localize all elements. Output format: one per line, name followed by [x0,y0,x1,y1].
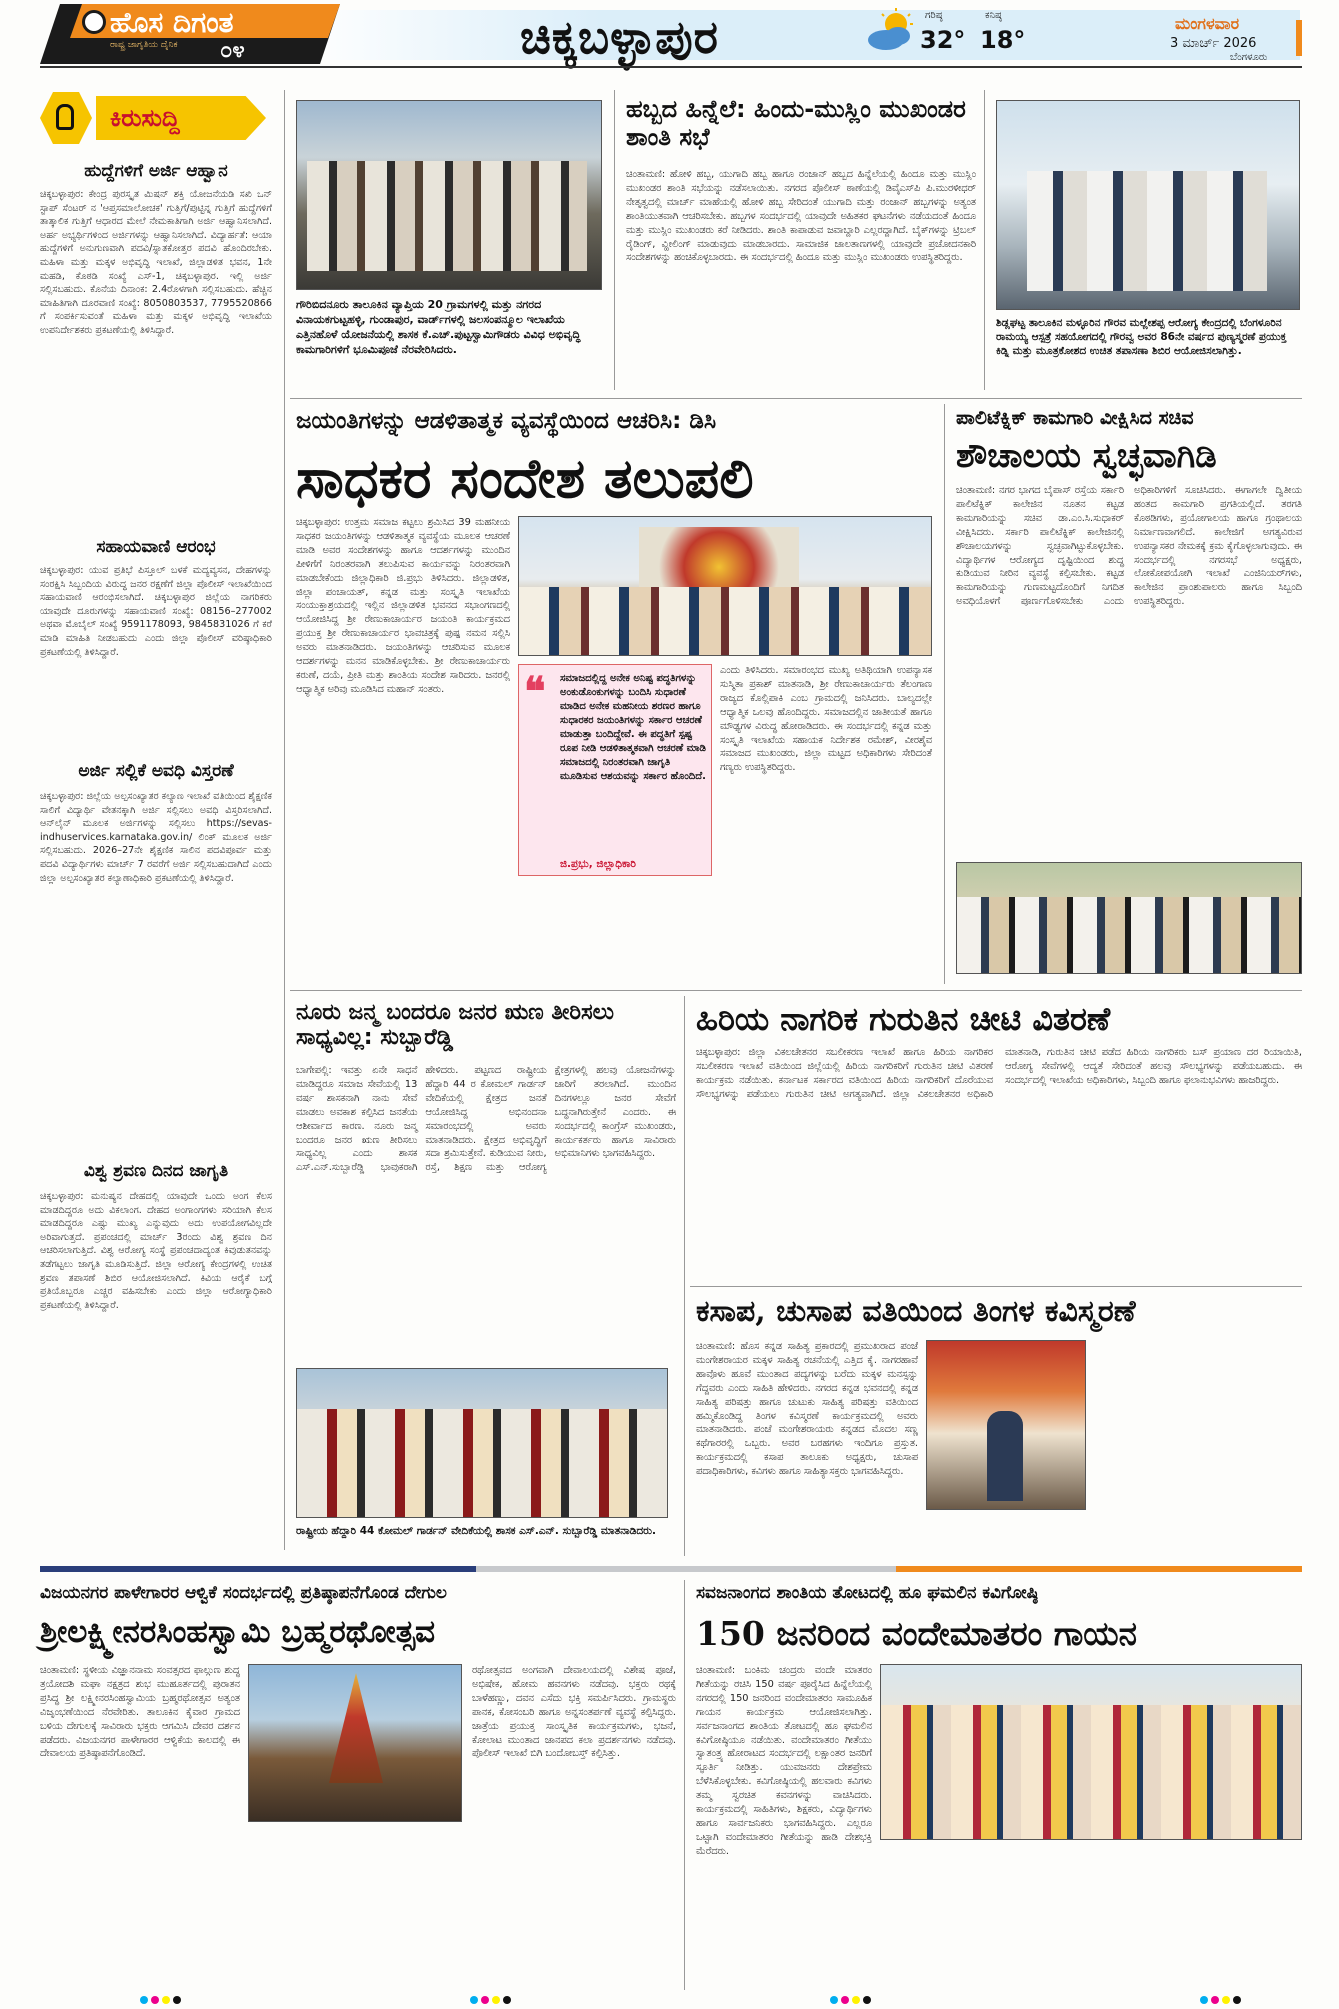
subbareddy-body: ಬಾಗೇಪಲ್ಲಿ: ಇವತ್ತು ಏನೇ ಸಾಧನೆ ಮಾಡಿದ್ದರೂ ಸಮಾಜ ಸೇವೆಯಲ್ಲಿ 13 ವರ್ಷ ಶಾಸಕನಾಗಿ ನಾನು ಸೇವೆ ಮಾಡಲು ಅವಕಾಶ ಕಲ್ಪಿಸಿದ ಜನತೆಯ ಆಶೀರ್ವಾದ ಕಾರಣ. ನೂರು ಜನ್ಮ ಬಂದರೂ ಜನರ ಋಣ ತೀರಿಸಲು ಸಾಧ್ಯವಿಲ್ಲ ಎಂದು ಶಾಸಕ ಎಸ್.ಎನ್.ಸುಬ್ಬಾರೆಡ್ಡಿ ಭಾವುಕರಾಗಿ ಹೇಳಿದರು. ಪಟ್ಟಣದ ರಾಷ್ಟ್ರೀಯ ಹೆದ್ದಾರಿ 44 ರ ಕೋಮಲ್ ಗಾರ್ಡನ್ ವೇದಿಕೆಯಲ್ಲಿ ಕ್ಷೇತ್ರದ ಜನತೆ ಆಯೋಜಿಸಿದ್ದ ಅಭಿನಂದನಾ ಸಮಾರಂಭದಲ್ಲಿ ಅವರು ಮಾತನಾಡಿದರು. ಕ್ಷೇತ್ರದ ಅಭಿವೃದ್ಧಿಗೆ ಸದಾ ಶ್ರಮಿಸುತ್ತೇನೆ. ಕುಡಿಯುವ ನೀರು, ರಸ್ತೆ, ಶಿಕ್ಷಣ ಮತ್ತು ಆರೋಗ್ಯ ಕ್ಷೇತ್ರಗಳಲ್ಲಿ ಹಲವು ಯೋಜನೆಗಳನ್ನು ಜಾರಿಗೆ ತರಲಾಗಿದೆ. ಮುಂದಿನ ದಿನಗಳಲ್ಲೂ ಜನರ ಸೇವೆಗೆ ಬದ್ಧನಾಗಿರುತ್ತೇನೆ ಎಂದರು. ಈ ಸಂದರ್ಭದಲ್ಲಿ ಕಾಂಗ್ರೆಸ್ ಮುಖಂಡರು, ಕಾರ್ಯಕರ್ತರು ಹಾಗೂ ಸಾವಿರಾರು ಅಭಿಮಾನಿಗಳು ಭಾಗವಹಿಸಿದ್ದರು. [296,1065,676,1174]
photo-bhoomipuja [296,100,602,290]
polytechnic-title: ಶೌಚಾಲಯ ಸ್ವಚ್ಛವಾಗಿಡಿ [956,436,1217,476]
vande-kicker: ಸವಜನಾಂಗದ ಶಾಂತಿಯ ತೋಟದಲ್ಲಿ ಹೂ ಘಮಲಿನ ಕವಿಗೋಷ್ಠಿ [696,1583,1039,1603]
polytechnic-kicker: ಪಾಲಿಟೆಕ್ನಿಕ್ ಕಾಮಗಾರಿ ವೀಕ್ಷಿಸಿದ ಸಚಿವ [956,407,1194,429]
min-temp-label: ಕನಿಷ್ಠ [985,10,1002,21]
section-rule [290,398,1302,399]
column-rule [614,90,615,390]
registration-dots [140,1996,181,2004]
photo-health-camp-caption: ಶಿಡ್ಲಘಟ್ಟ ತಾಲೂಕಿನ ಮಳ್ಳೂರಿನ ಗೌರವ ಮಲ್ಲೇಶಪ್ಪ ಆರೋಗ್ಯ ಕೇಂದ್ರದಲ್ಲಿ ಬೆಂಗಳೂರಿನ ರಾಮಯ್ಯ ಆಸ್ಪತ್ರೆ ಸಹಯೋಗದಲ್ಲಿ ಗೌರವ್ವ ಅವರ 86ನೇ ವರ್ಷದ ಪುಣ್ಯಸ್ಮರಣೆ ಪ್ರಯುಕ್ತ ಕಿಡ್ನಿ ಮತ್ತು ಮೂತ್ರಕೋಶದ ಉಚಿತ ತಪಾಸಣಾ ಶಿಬಿರ ಆಯೋಜಿಸಲಾಗಿತ್ತು. [996,317,1287,358]
photo-jayanti [518,516,932,656]
section-rule [690,1286,1302,1287]
paper-name: ಹೊಸ ದಿಗಂತ [110,6,234,39]
column-rule [684,1580,685,1990]
temple-body-2: ರಥೋತ್ಸವದ ಅಂಗವಾಗಿ ದೇವಾಲಯದಲ್ಲಿ ವಿಶೇಷ ಪೂಜೆ, ಅಭಿಷೇಕ, ಹೋಮ ಹವನಗಳು ನಡೆದವು. ಭಕ್ತರು ರಥಕ್ಕೆ ಬಾಳೆಹಣ್ಣು, ದವನ ಎಸೆದು ಭಕ್ತಿ ಸಮರ್ಪಿಸಿದರು. ಗ್ರಾಮಸ್ಥರು ಪಾನಕ, ಕೋಸಂಬರಿ ಹಾಗೂ ಅನ್ನಸಂತರ್ಪಣೆ ವ್ಯವಸ್ಥೆ ಕಲ್ಪಿಸಿದ್ದರು. ಜಾತ್ರೆಯ ಪ್ರಯುಕ್ತ ಸಾಂಸ್ಕೃತಿಕ ಕಾರ್ಯಕ್ರಮಗಳು, ಭಜನೆ, ಕೋಲಾಟ ಮುಂತಾದ ಜಾನಪದ ಕಲಾ ಪ್ರದರ್ಶನಗಳು ನಡೆದವು. ಪೊಲೀಸ್ ಇಲಾಖೆ ಬಿಗಿ ಬಂದೋಬಸ್ತ್ ಕಲ್ಪಿಸಿತ್ತು. [472,1665,676,1760]
brief-4-body: ಚಿಕ್ಕಬಳ್ಳಾಪುರ: ಮನುಷ್ಯನ ದೇಹದಲ್ಲಿ ಯಾವುದೇ ಒಂದು ಅಂಗ ಕೆಲಸ ಮಾಡದಿದ್ದರೂ ಅದು ವಿಕಲಾಂಗ. ದೇಹದ ಅಂಗಾಂಗಗಳು ಸರಿಯಾಗಿ ಕೆಲಸ ಮಾಡದಿದ್ದರೂ ಎಷ್ಟು ಮುಖ್ಯ ಎನ್ನುವುದು ಅದು ಉಪಯೋಗವಿಲ್ಲದೇ ಅರಿವಾಗುತ್ತದೆ. ಪ್ರಪಂಚದಲ್ಲಿ ಮಾರ್ಚ್ 3ರಂದು ವಿಶ್ವ ಶ್ರವಣ ದಿನ ಆಚರಿಸಲಾಗುತ್ತಿದೆ. ವಿಶ್ವ ಆರೋಗ್ಯ ಸಂಸ್ಥೆ ಪ್ರಪಂಚದಾದ್ಯಂತ ಕಿವುಡುತನವನ್ನು ತಡೆಗಟ್ಟಲು ಜಾಗೃತಿ ಮೂಡಿಸುತ್ತಿದೆ. ಜಿಲ್ಲಾ ಆರೋಗ್ಯ ಕೇಂದ್ರಗಳಲ್ಲಿ ಉಚಿತ ಶ್ರವಣ ತಪಾಸಣೆ ಶಿಬಿರ ಆಯೋಜಿಸಲಾಗಿದೆ. ಕಿವಿಯ ಆರೈಕೆ ಬಗ್ಗೆ ಪ್ರತಿಯೊಬ್ಬರೂ ಎಚ್ಚರ ವಹಿಸಬೇಕು ಎಂದು ಜಿಲ್ಲಾ ಆರೋಗ್ಯಾಧಿಕಾರಿ ಪ್ರಕಟಣೆಯಲ್ಲಿ ತಿಳಿಸಿದ್ದಾರೆ. [40,1191,272,1311]
edition-city: ಚಿಕ್ಕಬಳ್ಳಾಪುರ [520,10,720,64]
issue-place: ಬೆಂಗಳೂರು [1230,52,1268,63]
column-rule [684,996,685,1556]
vande-body-cont [880,1850,1302,1980]
masthead-rule [40,66,1302,68]
photo-polytechnic [956,862,1302,974]
photo-bhoomipuja-caption: ಗೌರಿಬಿದನೂರು ತಾಲೂಕಿನ ವ್ಯಾಪ್ತಿಯ 20 ಗ್ರಾಮಗಳಲ್ಲಿ ಮತ್ತು ನಗರದ ವಿನಾಯಕಗುಟ್ಟಹಳ್ಳಿ, ಗುಂಡಾಪುರ, ವಾರ್ಡ್‌ಗಳಲ್ಲಿ ಜಲಸಂಪನ್ಮೂಲ ಇಲಾಖೆಯ ಎತ್ತಿನಹೊಳೆ ಯೋಜನೆಯಲ್ಲಿ ಶಾಸಕ ಕೆ.ಎಚ್.ಪುಟ್ಟಸ್ವಾಮಿಗೌಡರು ವಿವಿಧ ಅಭಿವೃದ್ಧಿ ಕಾಮಗಾರಿಗಳಿಗೆ ಭೂಮಿಪೂಜೆ ನೆರವೇರಿಸಿದರು. [296,298,581,356]
kavismarane-body: ಚಿಂತಾಮಣಿ: ಹೊಸ ಕನ್ನಡ ಸಾಹಿತ್ಯ ಪ್ರಕಾರದಲ್ಲಿ ಪ್ರಮುಖರಾದ ಪಂಜೆ ಮಂಗೇಶರಾಯರ ಮಕ್ಕಳ ಸಾಹಿತ್ಯ ರಚನೆಯಲ್ಲಿ ಎತ್ತಿದ ಕೈ. ನಾಗರಹಾವೆ ಹಾವೊಳು ಹೂವೆ ಮುಂತಾದ ಪದ್ಯಗಳನ್ನು ಬರೆದು ಮಕ್ಕಳ ಮನಸ್ಸನ್ನು ಗೆದ್ದವರು ಎಂದು ಸಾಹಿತಿ ಹೇಳಿದರು. ನಗರದ ಕನ್ನಡ ಭವನದಲ್ಲಿ ಕನ್ನಡ ಸಾಹಿತ್ಯ ಪರಿಷತ್ತು ಹಾಗೂ ಚುಟುಕು ಸಾಹಿತ್ಯ ಪರಿಷತ್ತು ವತಿಯಿಂದ ಹಮ್ಮಿಕೊಂಡಿದ್ದ ತಿಂಗಳ ಕವಿಸ್ಮರಣೆ ಕಾರ್ಯಕ್ರಮದಲ್ಲಿ ಅವರು ಮಾತನಾಡಿದರು. ಪಂಜೆ ಮಂಗೇಶರಾಯರು ಕನ್ನಡದ ಮೊದಲ ಸಣ್ಣ ಕಥೆಗಾರರಲ್ಲಿ ಒಬ್ಬರು. ಅವರ ಬರಹಗಳು ಇಂದಿಗೂ ಪ್ರಸ್ತುತ. ಕಾರ್ಯಕ್ರಮದಲ್ಲಿ ಕಸಾಪ ತಾಲೂಕು ಅಧ್ಯಕ್ಷರು, ಚುಸಾಪ ಪದಾಧಿಕಾರಿಗಳು, ಕವಿಗಳು ಹಾಗೂ ಸಾಹಿತ್ಯಾಸಕ್ತರು ಭಾಗವಹಿಸಿದ್ದರು. [696,1341,918,1478]
lead-body-2: ಎಂದು ತಿಳಿಸಿದರು. ಸಮಾರಂಭದ ಮುಖ್ಯ ಅತಿಥಿಯಾಗಿ ಉಪನ್ಯಾಸಕ ಸುಸ್ಮಿತಾ ಪ್ರಕಾಶ್ ಮಾತನಾಡಿ, ಶ್ರೀ ರೇಣುಕಾಚಾರ್ಯರು ತೆಲಂಗಾಣ ರಾಜ್ಯದ ಕೊಲ್ಲಿಪಾಕಿ ಎಂಬ ಗ್ರಾಮದಲ್ಲಿ ಜನಿಸಿದರು. ಬಾಲ್ಯದಲ್ಲೇ ಆಧ್ಯಾತ್ಮಿಕ ಒಲವು ಹೊಂದಿದ್ದರು. ಸಮಾಜದಲ್ಲಿನ ಜಾತೀಯತೆ ಹಾಗೂ ಮೌಢ್ಯಗಳ ವಿರುದ್ಧ ಹೋರಾಡಿದರು. ಈ ಸಂದರ್ಭದಲ್ಲಿ ಕನ್ನಡ ಮತ್ತು ಸಂಸ್ಕೃತಿ ಇಲಾಖೆಯ ಸಹಾಯಕ ನಿರ್ದೇಶಕ ರಮೇಶ್, ವೀರಶೈವ ಸಮಾಜದ ಮುಖಂಡರು, ಜಿಲ್ಲಾ ಮಟ್ಟದ ಅಧಿಕಾರಿಗಳು ಸೇರಿದಂತೆ ಗಣ್ಯರು ಉಪಸ್ಥಿತರಿದ್ದರು. [720,665,932,774]
photo-health-camp [996,100,1300,310]
temple-kicker: ವಿಜಯನಗರ ಪಾಳೇಗಾರರ ಆಳ್ವಿಕೆ ಸಂದರ್ಭದಲ್ಲಿ ಪ್ರತಿಷ್ಠಾಪನೆಗೊಂಡ ದೇಗುಲ [40,1583,447,1603]
brief-2-title: ಸಹಾಯವಾಣಿ ಆರಂಭ [96,537,216,557]
polytechnic-body: ಚಿಂತಾಮಣಿ: ನಗರ ಭಾಗದ ಬೈಪಾಸ್ ರಸ್ತೆಯ ಸರ್ಕಾರಿ ಪಾಲಿಟೆಕ್ನಿಕ್ ಕಾಲೇಜಿನ ನೂತನ ಕಟ್ಟಡ ಕಾಮಗಾರಿಯನ್ನು ಸಚಿವ ಡಾ.ಎಂ.ಸಿ.ಸುಧಾಕರ್ ವೀಕ್ಷಿಸಿದರು. ಸರ್ಕಾರಿ ಪಾಲಿಟೆಕ್ನಿಕ್ ಕಾಲೇಜಿನಲ್ಲಿ ಶೌಚಾಲಯಗಳನ್ನು ಸ್ವಚ್ಛವಾಗಿಟ್ಟುಕೊಳ್ಳಬೇಕು. ವಿದ್ಯಾರ್ಥಿಗಳ ಆರೋಗ್ಯದ ದೃಷ್ಟಿಯಿಂದ ಶುದ್ಧ ಕುಡಿಯುವ ನೀರಿನ ವ್ಯವಸ್ಥೆ ಕಲ್ಪಿಸಬೇಕು. ಕಟ್ಟಡ ಕಾಮಗಾರಿಯನ್ನು ಗುಣಮಟ್ಟದೊಂದಿಗೆ ನಿಗದಿತ ಅವಧಿಯೊಳಗೆ ಪೂರ್ಣಗೊಳಿಸಬೇಕು ಎಂದು ಅಧಿಕಾರಿಗಳಿಗೆ ಸೂಚಿಸಿದರು. ಈಗಾಗಲೇ ದ್ವಿತೀಯ ಹಂತದ ಕಾಮಗಾರಿ ಪ್ರಗತಿಯಲ್ಲಿದೆ. ತರಗತಿ ಕೊಠಡಿಗಳು, ಪ್ರಯೋಗಾಲಯ ಹಾಗೂ ಗ್ರಂಥಾಲಯ ನಿರ್ಮಾಣವಾಗಲಿದೆ. ಕಾಲೇಜಿಗೆ ಅಗತ್ಯವಿರುವ ಉಪನ್ಯಾಸಕರ ನೇಮಕಕ್ಕೆ ಕ್ರಮ ಕೈಗೊಳ್ಳಲಾಗುವುದು. ಈ ಸಂದರ್ಭದಲ್ಲಿ ನಗರಸಭೆ ಅಧ್ಯಕ್ಷರು, ಲೋಕೋಪಯೋಗಿ ಇಲಾಖೆ ಎಂಜಿನಿಯರ್‌ಗಳು, ಕಾಲೇಜಿನ ಪ್ರಾಂಶುಪಾಲರು ಹಾಗೂ ಸಿಬ್ಬಂದಿ ಉಪಸ್ಥಿತರಿದ್ದರು. [956,485,1302,608]
divider-bar-blue [40,1566,476,1572]
subbareddy-title: ನೂರು ಜನ್ಮ ಬಂದರೂ ಜನರ ಋಣ ತೀರಿಸಲು ಸಾಧ್ಯವಿಲ್ಲ: ಸುಬ್ಬಾರೆಡ್ಡಿ [296,1000,614,1051]
pull-quote-attribution: ಜಿ.ಪ್ರಭು, ಜಿಲ್ಲಾಧಿಕಾರಿ [560,858,636,870]
max-temp-label: ಗರಿಷ್ಠ [925,10,943,21]
photo-subbareddy-caption: ರಾಷ್ಟ್ರೀಯ ಹೆದ್ದಾರಿ 44 ಕೋಮಲ್ ಗಾರ್ಡನ್ ವೇದಿಕೆಯಲ್ಲಿ ಶಾಸಕ ಎಸ್.ಎನ್. ಸುಬ್ಬಾರೆಡ್ಡಿ ಮಾತನಾಡಿದರು. [296,1525,656,1537]
column-rule [944,404,945,984]
pull-quote-text: ಸಮಾಜದಲ್ಲಿದ್ದ ಅನೇಕ ಅನಿಷ್ಟ ಪದ್ಧತಿಗಳನ್ನು ಅಂಕುಡೊಂಕುಗಳನ್ನು ಬಂದಿಸಿ ಸುಧಾರಣೆ ಮಾಡಿದ ಅನೇಕ ಮಹನೀಯ ಶರಣರ ಹಾಗೂ ಸುಧಾರಕರ ಜಯಂತಿಗಳನ್ನು ಸರ್ಕಾರ ಆಚರಣೆ ಮಾಡುತ್ತಾ ಬಂದಿದ್ದೇವೆ. ಈ ಪದ್ಧತಿಗೆ ಸ್ಪಷ್ಟ ರೂಪ ನೀಡಿ ಆಡಳಿತಾತ್ಮಕವಾಗಿ ಆಚರಣೆ ಮಾಡಿ ಸಮಾಜದಲ್ಲಿ ನಿರಂತರವಾಗಿ ಜಾಗೃತಿ ಮೂಡಿಸುವ ಆಶಯವನ್ನು ಸರ್ಕಾರ ಹೊಂದಿದೆ. [560,673,706,782]
quote-mark-icon: ❝ [524,668,546,715]
section-rule [290,990,1302,991]
brief-1-title: ಹುದ್ದೆಗಳಿಗೆ ಅರ್ಜಿ ಆಹ್ವಾನ [84,161,228,181]
edition-number: ೦೪ [220,38,245,63]
issue-date: 3 ಮಾರ್ಚ್ 2026 [1170,36,1257,51]
vande-body: ಚಿಂತಾಮಣಿ: ಬಂಕಿಮ ಚಂದ್ರರು ವಂದೇ ಮಾತರಂ ಗೀತೆಯನ್ನು ರಚಿಸಿ 150 ವರ್ಷ ಪೂರೈಸಿದ ಹಿನ್ನೆಲೆಯಲ್ಲಿ ನಗರದಲ್ಲಿ 150 ಜನರಿಂದ ವಂದೇಮಾತರಂ ಸಾಮೂಹಿಕ ಗಾಯನ ಕಾರ್ಯಕ್ರಮ ಆಯೋಜಿಸಲಾಗಿತ್ತು. ಸರ್ವಜನಾಂಗದ ಶಾಂತಿಯ ತೋಟದಲ್ಲಿ ಹೂ ಘಮಲಿನ ಕವಿಗೋಷ್ಠಿಯೂ ನಡೆಯಿತು. ವಂದೇಮಾತರಂ ಗೀತೆಯು ಸ್ವಾತಂತ್ರ್ಯ ಹೋರಾಟದ ಸಂದರ್ಭದಲ್ಲಿ ಲಕ್ಷಾಂತರ ಜನರಿಗೆ ಸ್ಫೂರ್ತಿ ನೀಡಿತ್ತು. ಯುವಜನರು ದೇಶಪ್ರೇಮ ಬೆಳೆಸಿಕೊಳ್ಳಬೇಕು. ಕವಿಗೋಷ್ಠಿಯಲ್ಲಿ ಹಲವಾರು ಕವಿಗಳು ತಮ್ಮ ಸ್ವರಚಿತ ಕವನಗಳನ್ನು ವಾಚಿಸಿದರು. ಕಾರ್ಯಕ್ರಮದಲ್ಲಿ ಸಾಹಿತಿಗಳು, ಶಿಕ್ಷಕರು, ವಿದ್ಯಾರ್ಥಿಗಳು ಹಾಗೂ ಸಾರ್ವಜನಿಕರು ಭಾಗವಹಿಸಿದ್ದರು. ಎಲ್ಲರೂ ಒಟ್ಟಾಗಿ ವಂದೇಮಾತರಂ ಗೀತೆಯನ್ನು ಹಾಡಿ ದೇಶಭಕ್ತಿ ಮೆರೆದರು. [696,1665,872,1857]
lead-kicker: ಜಯಂತಿಗಳನ್ನು ಆಡಳಿತಾತ್ಮಕ ವ್ಯವಸ್ಥೆಯಿಂದ ಆಚರಿಸಿ: ಡಿಸಿ [296,408,717,434]
lead-title: ಸಾಧಕರ ಸಂದೇಶ ತಲುಪಲಿ [296,446,754,510]
peace-meet-body: ಚಿಂತಾಮಣಿ: ಹೋಳಿ ಹಬ್ಬ, ಯುಗಾದಿ ಹಬ್ಬ ಹಾಗೂ ರಂಜಾನ್ ಹಬ್ಬದ ಹಿನ್ನೆಲೆಯಲ್ಲಿ ಹಿಂದೂ ಮತ್ತು ಮುಸ್ಲಿಂ ಮುಖಂಡರ ಶಾಂತಿ ಸಭೆಯನ್ನು ನಡೆಸಲಾಯಿತು. ನಗರದ ಪೊಲೀಸ್ ಠಾಣೆಯಲ್ಲಿ ಡಿವೈಎಸ್‌ಪಿ ಪಿ.ಮುರಳೀಧರ್ ನೇತೃತ್ವದಲ್ಲಿ ಮಾರ್ಚ್ ಮಾಹೆಯಲ್ಲಿ ಹೋಳಿ ಹಬ್ಬ ಸೇರಿದಂತೆ ಯುಗಾದಿ ಮತ್ತು ರಂಜಾನ್ ಹಬ್ಬಗಳನ್ನು ಅತ್ಯಂತ ಶಾಂತಿಯುತವಾಗಿ ಆಚರಿಸಬೇಕು. ಹಬ್ಬಗಳ ಸಂದರ್ಭದಲ್ಲಿ ಯಾವುದೇ ಅಹಿತಕರ ಘಟನೆಗಳು ನಡೆಯದಂತೆ ಹಿಂದೂ ಮತ್ತು ಮುಸ್ಲಿಂ ಮುಖಂಡರು ಕರೆ ನೀಡಿದರು. ಶಾಂತಿ ಕಾಪಾಡುವ ಜವಾಬ್ದಾರಿ ಎಲ್ಲರದ್ದಾಗಿದೆ. ಬೈಕ್‌ಗಳನ್ನು ಟ್ರಿಬಲ್ ರೈಡಿಂಗ್, ವ್ಹೀಲಿಂಗ್ ಮಾಡುವುದು ಮಾಡಬಾರದು. ಸಾಮಾಜಿಕ ಜಾಲತಾಣಗಳಲ್ಲಿ ಯಾವುದೇ ಪ್ರಚೋದನಕಾರಿ ಸಂದೇಶಗಳನ್ನು ಹಂಚಿಕೊಳ್ಳಬಾರದು. ಈ ಸಂದರ್ಭದಲ್ಲಿ ಹಿಂದೂ ಮತ್ತು ಮುಸ್ಲಿಂ ಮುಖಂಡರು ಉಪಸ್ಥಿತರಿದ್ದರು. [626,169,976,264]
paper-tagline: ರಾಷ್ಟ್ರ ಜಾಗೃತಿಯ ದೈನಿಕ [110,40,178,50]
divider-bar-orange [896,1566,1302,1572]
min-temp: 18° [980,26,1026,54]
issue-day: ಮಂಗಳವಾರ [1175,14,1240,33]
hand-glyph [56,104,74,130]
registration-dots [1200,1996,1241,2004]
brief-3-title: ಅರ್ಜಿ ಸಲ್ಲಿಕೆ ಅವಧಿ ವಿಸ್ತರಣೆ [78,761,234,781]
photo-kavismarane [926,1340,1086,1510]
brief-4-title: ವಿಶ್ವ ಶ್ರವಣ ದಿನದ ಜಾಗೃತಿ [83,1161,229,1181]
kavismarane-title: ಕಸಾಪ, ಚುಸಾಪ ವತಿಯಿಂದ ತಿಂಗಳ ಕವಿಸ್ಮರಣೆ [696,1294,1136,1329]
sun-cloud-icon [860,6,920,56]
photo-subbareddy [296,1368,668,1518]
lead-body-1: ಚಿಕ್ಕಬಳ್ಳಾಪುರ: ಉತ್ತಮ ಸಮಾಜ ಕಟ್ಟಲು ಶ್ರಮಿಸಿದ 39 ಮಹನೀಯ ಸಾಧಕರ ಜಯಂತಿಗಳನ್ನು ಆಡಳಿತಾತ್ಮಕ ವ್ಯವಸ್ಥೆಯ ಮೂಲಕ ಆಚರಣೆ ಮಾಡಿ ಅವರ ಸಂದೇಶಗಳನ್ನು ಹಾಗೂ ಆದರ್ಶಗಳನ್ನು ಮುಂದಿನ ಪೀಳಿಗೆಗೆ ನಿರಂತರವಾಗಿ ತಲುಪಿಸುವ ಕಾರ್ಯವನ್ನು ನಿರಂತರವಾಗಿ ಮಾಡಬೇಕೆಂದು ಜಿಲ್ಲಾಧಿಕಾರಿ ಜಿ.ಪ್ರಭು ತಿಳಿಸಿದರು. ಜಿಲ್ಲಾಡಳಿತ, ಜಿಲ್ಲಾ ಪಂಚಾಯತ್, ಕನ್ನಡ ಮತ್ತು ಸಂಸ್ಕೃತಿ ಇಲಾಖೆಯ ಸಂಯುಕ್ತಾಶ್ರಯದಲ್ಲಿ ಇಲ್ಲಿನ ಜಿಲ್ಲಾಡಳಿತ ಭವನದ ಸಭಾಂಗಣದಲ್ಲಿ ಆಯೋಜಿಸಿದ್ದ ಶ್ರೀ ರೇಣುಕಾಚಾರ್ಯರ ಜಯಂತಿ ಕಾರ್ಯಕ್ರಮದ ಪ್ರಯುಕ್ತ ಶ್ರೀ ರೇಣುಕಾಚಾರ್ಯರ ಭಾವಚಿತ್ರಕ್ಕೆ ಪುಷ್ಪ ನಮನ ಸಲ್ಲಿಸಿ ಅವರು ಮಾತನಾಡಿದರು. ಜಯಂತಿಗಳನ್ನು ಆಚರಿಸುವ ಮೂಲಕ ಆದರ್ಶಗಳನ್ನು ಮನನ ಮಾಡಿಕೊಳ್ಳಬೇಕು. ಶ್ರೀ ರೇಣುಕಾಚಾರ್ಯರು ಕರುಣೆ, ದಯೆ, ಪ್ರೀತಿ ಮತ್ತು ಶಾಂತಿಯ ಸಂದೇಶ ಸಾರಿದರು. ಜನರಲ್ಲಿ ಆಧ್ಯಾತ್ಮಿಕ ಅರಿವು ಮೂಡಿಸಿದ ಮಹಾನ್ ಸಂತರು. [296,517,510,695]
logo-emblem-icon [82,10,106,34]
photo-vandemataram [880,1664,1302,1840]
masthead-band [300,10,1300,60]
photo-rathotsava [248,1664,462,1822]
column-rule [284,90,285,1550]
brief-3-body: ಚಿಕ್ಕಬಳ್ಳಾಪುರ: ಜಿಲ್ಲೆಯ ಅಲ್ಪಸಂಖ್ಯಾತರ ಕಲ್ಯಾಣ ಇಲಾಖೆ ವತಿಯಿಂದ ಶೈಕ್ಷಣಿಕ ಸಾಲಿಗೆ ವಿದ್ಯಾರ್ಥಿ ವೇತನಕ್ಕಾಗಿ ಅರ್ಜಿ ಸಲ್ಲಿಸಲು ಅವಧಿ ವಿಸ್ತರಿಸಲಾಗಿದೆ. ಆನ್‌ಲೈನ್ ಮೂಲಕ ಅರ್ಜಿಗಳನ್ನು ಸಲ್ಲಿಸಲು https://sevas-indhuservices.karnataka.gov.in/ ಲಿಂಕ್ ಮೂಲಕ ಅರ್ಜಿ ಸಲ್ಲಿಸಬಹುದು. 2026–27ನೇ ಶೈಕ್ಷಣಿಕ ಸಾಲಿನ ಪದವಿಪೂರ್ವ ಮತ್ತು ಪದವಿ ವಿದ್ಯಾರ್ಥಿಗಳು ಮಾರ್ಚ್ 7 ರವರೆಗೆ ಅರ್ಜಿ ಸಲ್ಲಿಸಬಹುದಾಗಿದೆ ಎಂದು ಜಿಲ್ಲಾ ಅಲ್ಪಸಂಖ್ಯಾತರ ಕಲ್ಯಾಣಾಧಿಕಾರಿ ಪ್ರಕಟಣೆಯಲ್ಲಿ ತಿಳಿಸಿದ್ದಾರೆ. [40,791,272,884]
registration-dots [470,1996,511,2004]
brief-2-body: ಚಿಕ್ಕಬಳ್ಳಾಪುರ: ಯುವ ಪ್ರತಿಭೆ ಪಿಸ್ತೂಲ್ ಬಳಕೆ ಮದ್ಯವ್ಯಸನ, ದೇಹಗಳನ್ನು ಸಂರಕ್ಷಿಸಿ ಸಿಬ್ಬಂದಿಯ ವಿರುದ್ಧ ಜನರ ರಕ್ಷಣೆಗೆ ಜಿಲ್ಲಾ ಪೊಲೀಸ್ ಇಲಾಖೆಯಿಂದ ಸಹಾಯವಾಣಿ ಆರಂಭಿಸಲಾಗಿದೆ. ಚಿಕ್ಕಬಳ್ಳಾಪುರ ಜಿಲ್ಲೆಯ ನಾಗರಿಕರು ಯಾವುದೇ ದೂರುಗಳನ್ನು ಸಹಾಯವಾಣಿ ಸಂಖ್ಯೆ: 08156–277002 ಅಥವಾ ಮೊಬೈಲ್ ಸಂಖ್ಯೆ 9591178093, 9845831026 ಗೆ ಕರೆ ಮಾಡಿ ಮಾಹಿತಿ ನೀಡಬಹುದು ಎಂದು ಜಿಲ್ಲಾ ಪೊಲೀಸ್ ವರಿಷ್ಠಾಧಿಕಾರಿ ಪ್ರಕಟಣೆಯಲ್ಲಿ ತಿಳಿಸಿದ್ದಾರೆ. [40,565,272,658]
senior-card-body: ಚಿಕ್ಕಬಳ್ಳಾಪುರ: ಜಿಲ್ಲಾ ವಿಕಲಚೇತನರ ಸಬಲೀಕರಣ ಇಲಾಖೆ ಹಾಗೂ ಹಿರಿಯ ನಾಗರಿಕರ ಸಬಲೀಕರಣ ಇಲಾಖೆ ವತಿಯಿಂದ ಜಿಲ್ಲೆಯಲ್ಲಿ ಹಿರಿಯ ನಾಗರಿಕರಿಗೆ ಗುರುತಿನ ಚೀಟಿ ವಿತರಣೆ ಕಾರ್ಯಕ್ರಮ ನಡೆಯಿತು. ಕರ್ನಾಟಕ ಸರ್ಕಾರದ ವತಿಯಿಂದ ಹಿರಿಯ ನಾಗರಿಕರಿಗೆ ದೊರೆಯುವ ಸೌಲಭ್ಯಗಳನ್ನು ಪಡೆಯಲು ಗುರುತಿನ ಚೀಟಿ ಅಗತ್ಯವಾಗಿದೆ. ಜಿಲ್ಲಾ ವಿಕಲಚೇತನರ ಅಧಿಕಾರಿ ಮಾತನಾಡಿ, ಗುರುತಿನ ಚೀಟಿ ಪಡೆದ ಹಿರಿಯ ನಾಗರಿಕರು ಬಸ್ ಪ್ರಯಾಣ ದರ ರಿಯಾಯಿತಿ, ಆರೋಗ್ಯ ಸೇವೆಗಳಲ್ಲಿ ಆದ್ಯತೆ ಸೇರಿದಂತೆ ಹಲವು ಸೌಲಭ್ಯಗಳನ್ನು ಪಡೆಯಬಹುದು. ಈ ಸಂದರ್ಭದಲ್ಲಿ ಇಲಾಖೆಯ ಅಧಿಕಾರಿಗಳು, ಸಿಬ್ಬಂದಿ ಹಾಗೂ ಫಲಾನುಭವಿಗಳು ಹಾಜರಿದ್ದರು. [696,1047,1302,1100]
section-label: ಕಿರುಸುದ್ದಿ [110,104,180,132]
temple-title: ಶ್ರೀಲಕ್ಷ್ಮೀನರಸಿಂಹಸ್ವಾಮಿ ಬ್ರಹ್ಮರಥೋತ್ಸವ [40,1614,436,1650]
vande-title: 150 ಜನರಿಂದ ವಂದೇಮಾತರಂ ಗಾಯನ [696,1614,1137,1653]
masthead-accent [1296,20,1302,56]
peace-meet-title: ಹಬ್ಬದ ಹಿನ್ನೆಲೆ: ಹಿಂದು-ಮುಸ್ಲಿಂ ಮುಖಂಡರ ಶಾಂತಿ ಸಭೆ [626,95,966,151]
senior-card-title: ಹಿರಿಯ ನಾಗರಿಕ ಗುರುತಿನ ಚೀಟಿ ವಿತರಣೆ [696,1000,1111,1038]
registration-dots [830,1996,871,2004]
brief-1-body: ಚಿಕ್ಕಬಳ್ಳಾಪುರ: ಕೇಂದ್ರ ಪುರಸ್ಕೃತ ಮಿಷನ್ ಶಕ್ತಿ ಯೋಜನೆಯಡಿ ಸಖಿ ಒನ್ ಸ್ಟಾಪ್ ಸೆಂಟರ್ ನ 'ಆಪ್ತಸಮಾಲೋಚಕ' ಗುತ್ತಿಗೆ/ಪುಟ್ಟಿನ್ನ ಗುತ್ತಿಗೆ ಹುದ್ದೆಗಳಿಗೆ ತಾತ್ಕಾಲಿಕ ಗುತ್ತಿಗೆ ಆಧಾರದ ಮೇಲೆ ನೇಮಕಾತಿಗಾಗಿ ಅರ್ಜಿ ಆಹ್ವಾನಿಸಲಾಗಿದೆ. ಅರ್ಹ ಅಭ್ಯರ್ಥಿಗಳಿಂದ ಅರ್ಜಿಗಳನ್ನು ಆಹ್ವಾನಿಸಲಾಗಿದೆ. ವಿದ್ಯಾರ್ಹತೆ: ಆಯಾ ಹುದ್ದೆಗಳಿಗೆ ಅನುಗುಣವಾಗಿ ಪದವಿ/ಸ್ನಾತಕೋತ್ತರ ಪದವಿ ಹೊಂದಿರಬೇಕು. ಮಹಿಳಾ ಮತ್ತು ಮಕ್ಕಳ ಅಭಿವೃದ್ಧಿ ಇಲಾಖೆ, ಜಿಲ್ಲಾಡಳಿತ ಭವನ, 1ನೇ ಮಹಡಿ, ಕೊಠಡಿ ಸಂಖ್ಯೆ ಎಸ್-1, ಚಿಕ್ಕಬಳ್ಳಾಪುರ. ಇಲ್ಲಿ ಅರ್ಜಿ ಸಲ್ಲಿಸಬಹುದು. ಕೊನೆಯ ದಿನಾಂಕ: 2.4ರೊಳಗಾಗಿ ಸಲ್ಲಿಸಬಹುದು. ಹೆಚ್ಚಿನ ಮಾಹಿತಿಗಾಗಿ ದೂರವಾಣಿ ಸಂಖ್ಯೆ: 8050803537, 7795520866 ಗೆ ಸಂಪರ್ಕಿಸುವಂತೆ ಮಹಿಳಾ ಮತ್ತು ಮಕ್ಕಳ ಅಭಿವೃದ್ಧಿ ಇಲಾಖೆಯ ಉಪನಿರ್ದೇಶಕರು ಪ್ರಕಟಣೆಯಲ್ಲಿ ತಿಳಿಸಿದ್ದಾರೆ. [40,189,272,337]
max-temp: 32° [920,26,966,54]
temple-body-1-cont [248,1832,462,1980]
divider-bar-grey [476,1566,896,1572]
kavismarane-body-cont [1094,1340,1302,1554]
temple-body-1: ಚಿಂತಾಮಣಿ: ಸ್ಥಳೀಯ ವಿಜ್ಞಾನನಾಮ ಸಂವತ್ಸರದ ಫಾಲ್ಗುಣ ಶುದ್ಧ ತ್ರಯೋದಶಿ ಮಘಾ ನಕ್ಷತ್ರದ ಶುಭ ಮುಹೂರ್ತದಲ್ಲಿ ಪುರಾತನ ಪ್ರಸಿದ್ಧ ಶ್ರೀ ಲಕ್ಷ್ಮೀನರಸಿಂಹಸ್ವಾಮಿಯ ಬ್ರಹ್ಮರಥೋತ್ಸವ ಅತ್ಯಂತ ವಿಜೃಂಭಣೆಯಿಂದ ನೆರವೇರಿತು. ತಾಲೂಕಿನ ಕೈವಾರ ಗ್ರಾಮದ ಬಳಿಯ ದೇಗುಲಕ್ಕೆ ಸಾವಿರಾರು ಭಕ್ತರು ಆಗಮಿಸಿ ದೇವರ ದರ್ಶನ ಪಡೆದರು. ವಿಜಯನಗರ ಪಾಳೇಗಾರರ ಆಳ್ವಿಕೆಯ ಕಾಲದಲ್ಲಿ ಈ ದೇವಾಲಯ ಪ್ರತಿಷ್ಠಾಪನೆಗೊಂಡಿದೆ. [40,1665,240,1760]
column-rule [984,90,985,390]
